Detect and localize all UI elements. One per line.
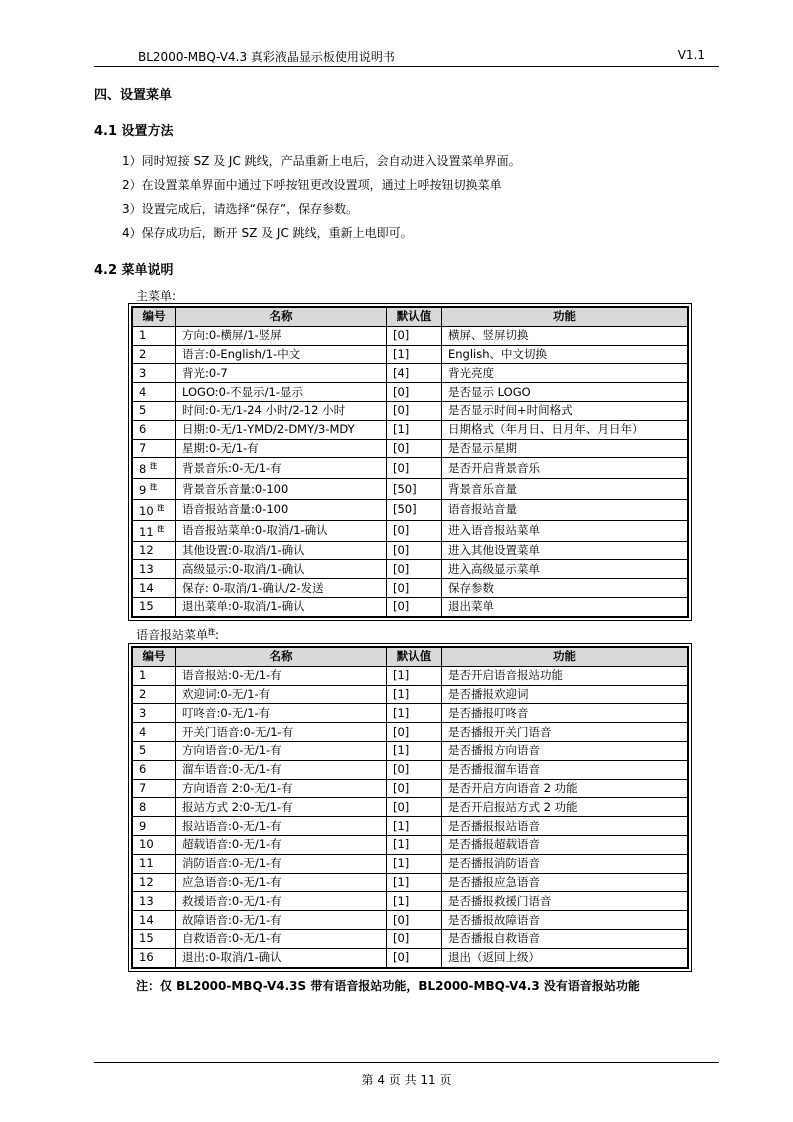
column-header: 名称 [176, 308, 387, 327]
cell-default: [0] [387, 911, 442, 930]
column-header: 功能 [442, 308, 688, 327]
table-row [133, 798, 688, 817]
cell-name: 退出:0-取消/1-确认 [176, 948, 387, 967]
section-heading: 四、设置菜单 [94, 88, 173, 103]
cell-default: [0] [387, 929, 442, 948]
cell-number: 5 [133, 741, 176, 760]
column-header: 默认值 [387, 648, 442, 667]
cell-default: [0] [387, 723, 442, 742]
cell-number: 3 [133, 704, 176, 723]
column-header: 编号 [133, 648, 176, 667]
cell-default: [1] [387, 704, 442, 723]
table-row [133, 364, 688, 383]
cell-name: 背景音乐:0-无/1-有 [176, 458, 387, 479]
footnote: 注：仅 BL2000-MBQ-V4.3S 带有语音报站功能，BL2000-MBQ-V4.3 没有语音报站功能 [136, 979, 640, 993]
table-row [133, 948, 688, 967]
cell-default: [0] [387, 326, 442, 345]
table-row [133, 666, 688, 685]
cell-name: 救援语音:0-无/1-有 [176, 892, 387, 911]
cell-default: [0] [387, 383, 442, 402]
table-row [133, 598, 688, 617]
cell-default: [50] [387, 479, 442, 500]
cell-number: 14 [133, 579, 176, 598]
cell-name: 叮咚音:0-无/1-有 [176, 704, 387, 723]
cell-number: 7 [133, 439, 176, 458]
cell-name: 语音报站菜单:0-取消/1-确认 [176, 520, 387, 541]
cell-number: 10 [133, 835, 176, 854]
cell-name: 开关门语音:0-无/1-有 [176, 723, 387, 742]
cell-function: 是否显示星期 [442, 439, 688, 458]
voice-menu-caption-text: 语音报站菜单 [136, 628, 209, 642]
cell-function: 是否播报应急语音 [442, 873, 688, 892]
cell-function: 语音报站音量 [442, 500, 688, 521]
cell-name: 背光:0-7 [176, 364, 387, 383]
table-row [133, 458, 688, 479]
cell-default: [0] [387, 579, 442, 598]
cell-function: 日期格式（年月日、日月年、月日年） [442, 420, 688, 439]
cell-name: 保存: 0-取消/1-确认/2-发送 [176, 579, 387, 598]
column-header: 默认值 [387, 308, 442, 327]
cell-function: 是否播报自救语音 [442, 929, 688, 948]
cell-function: 是否播报报站语音 [442, 817, 688, 836]
cell-name: 日期:0-无/1-YMD/2-DMY/3-MDY [176, 420, 387, 439]
cell-name: 时间:0-无/1-24 小时/2-12 小时 [176, 401, 387, 420]
table-row [133, 929, 688, 948]
cell-function: 退出（返回上级） [442, 948, 688, 967]
cell-number: 12 [133, 873, 176, 892]
cell-name: 语音报站:0-无/1-有 [176, 666, 387, 685]
cell-number: 10 $^注$ [133, 500, 176, 521]
table-header-row [133, 648, 688, 667]
cell-default: [1] [387, 873, 442, 892]
step-3: 3）设置完成后，请选择“保存”，保存参数。 [122, 202, 359, 216]
cell-default: [0] [387, 458, 442, 479]
table-row [133, 911, 688, 930]
cell-function: 背光亮度 [442, 364, 688, 383]
cell-function: 是否开启语音报站功能 [442, 666, 688, 685]
cell-name: 语言:0-English/1-中文 [176, 345, 387, 364]
cell-default: [1] [387, 420, 442, 439]
cell-default: [1] [387, 854, 442, 873]
doc-title: BL2000-MBQ-V4.3 真彩液晶显示板使用说明书 [138, 50, 395, 64]
cell-number: 8 [133, 798, 176, 817]
cell-function: 是否播报欢迎词 [442, 685, 688, 704]
cell-function: 是否显示 LOGO [442, 383, 688, 402]
cell-name: 应急语音:0-无/1-有 [176, 873, 387, 892]
table-row [133, 723, 688, 742]
cell-name: 退出菜单:0-取消/1-确认 [176, 598, 387, 617]
cell-number: 8 $^注$ [133, 458, 176, 479]
cell-default: [0] [387, 560, 442, 579]
note-mark: 注 [157, 504, 165, 513]
cell-default: [1] [387, 685, 442, 704]
cell-function: 是否播报叮咚音 [442, 704, 688, 723]
cell-name: 其他设置:0-取消/1-确认 [176, 541, 387, 560]
cell-function: 是否开启背景音乐 [442, 458, 688, 479]
table-row [133, 854, 688, 873]
table-row [133, 383, 688, 402]
main-menu-table [128, 303, 692, 621]
cell-function: 保存参数 [442, 579, 688, 598]
page-footer [94, 1062, 719, 1087]
cell-default: [50] [387, 500, 442, 521]
table-row [133, 779, 688, 798]
cell-name: 报站方式 2:0-无/1-有 [176, 798, 387, 817]
cell-number: 9 $^注$ [133, 479, 176, 500]
cell-function: 是否开启方向语音 2 功能 [442, 779, 688, 798]
table-row [133, 704, 688, 723]
cell-number: 6 [133, 760, 176, 779]
cell-default: [0] [387, 541, 442, 560]
cell-function: 是否播报消防语音 [442, 854, 688, 873]
table-row [133, 835, 688, 854]
cell-default: [0] [387, 948, 442, 967]
cell-name: 高级显示:0-取消/1-确认 [176, 560, 387, 579]
table-row [133, 685, 688, 704]
cell-default: [0] [387, 779, 442, 798]
table-row [133, 817, 688, 836]
cell-number: 5 [133, 401, 176, 420]
note-mark: 注 [208, 628, 216, 636]
column-header: 编号 [133, 308, 176, 327]
cell-default: [1] [387, 666, 442, 685]
note-mark: 注 [149, 462, 157, 471]
main-menu-caption: 主菜单: [136, 289, 177, 303]
cell-name: LOGO:0-不显示/1-显示 [176, 383, 387, 402]
cell-number: 4 [133, 723, 176, 742]
cell-default: [1] [387, 345, 442, 364]
cell-name: 超载语音:0-无/1-有 [176, 835, 387, 854]
cell-default: [0] [387, 598, 442, 617]
table-row [133, 560, 688, 579]
table-row [133, 520, 688, 541]
voice-menu-table [128, 643, 692, 972]
voice-menu-caption [136, 626, 219, 643]
note-mark: 注 [149, 483, 157, 492]
cell-number: 1 [133, 326, 176, 345]
cell-default: [4] [387, 364, 442, 383]
cell-function: 是否播报开关门语音 [442, 723, 688, 742]
cell-function: 是否播报故障语音 [442, 911, 688, 930]
table-row [133, 579, 688, 598]
cell-number: 13 [133, 560, 176, 579]
cell-name: 自救语音:0-无/1-有 [176, 929, 387, 948]
table-row [133, 500, 688, 521]
page-number: 第 4 页 共 11 页 [361, 1073, 452, 1087]
cell-number: 6 [133, 420, 176, 439]
cell-default: [1] [387, 892, 442, 911]
step-2: 2）在设置菜单界面中通过下呼按钮更改设置项，通过上呼按钮切换菜单 [122, 178, 502, 192]
table-row [133, 892, 688, 911]
cell-name: 欢迎词:0-无/1-有 [176, 685, 387, 704]
cell-number: 11 [133, 854, 176, 873]
subsection-heading-setup: 4.1 设置方法 [94, 124, 174, 139]
column-header: 名称 [176, 648, 387, 667]
cell-function: 是否显示时间+时间格式 [442, 401, 688, 420]
subsection-heading-menu: 4.2 菜单说明 [94, 263, 174, 278]
cell-function: 进入其他设置菜单 [442, 541, 688, 560]
cell-name: 背景音乐音量:0-100 [176, 479, 387, 500]
table-row [133, 873, 688, 892]
cell-number: 3 [133, 364, 176, 383]
cell-default: [1] [387, 741, 442, 760]
cell-number: 7 [133, 779, 176, 798]
cell-function: 是否播报溜车语音 [442, 760, 688, 779]
caption-colon: : [215, 628, 220, 642]
cell-function: 退出菜单 [442, 598, 688, 617]
table-row [133, 326, 688, 345]
table-row [133, 479, 688, 500]
table-row [133, 401, 688, 420]
doc-version: V1.1 [677, 48, 705, 62]
cell-name: 方向语音 2:0-无/1-有 [176, 779, 387, 798]
cell-function: 进入高级显示菜单 [442, 560, 688, 579]
cell-name: 星期:0-无/1-有 [176, 439, 387, 458]
note-mark: 注 [157, 524, 165, 533]
cell-function: 是否播报方向语音 [442, 741, 688, 760]
cell-number: 11 $^注$ [133, 520, 176, 541]
column-header: 功能 [442, 648, 688, 667]
page-header [94, 44, 719, 67]
cell-number: 15 [133, 929, 176, 948]
cell-name: 报站语音:0-无/1-有 [176, 817, 387, 836]
cell-default: [1] [387, 835, 442, 854]
cell-name: 消防语音:0-无/1-有 [176, 854, 387, 873]
cell-default: [0] [387, 401, 442, 420]
cell-function: 进入语音报站菜单 [442, 520, 688, 541]
cell-number: 12 [133, 541, 176, 560]
step-1: 1）同时短接 SZ 及 JC 跳线，产品重新上电后，会自动进入设置菜单界面。 [122, 154, 521, 168]
cell-default: [0] [387, 520, 442, 541]
cell-name: 语音报站音量:0-100 [176, 500, 387, 521]
cell-function: 背景音乐音量 [442, 479, 688, 500]
table-row [133, 760, 688, 779]
cell-number: 4 [133, 383, 176, 402]
cell-name: 方向:0-横屏/1-竖屏 [176, 326, 387, 345]
cell-number: 14 [133, 911, 176, 930]
table-row [133, 345, 688, 364]
cell-default: [1] [387, 817, 442, 836]
cell-number: 9 [133, 817, 176, 836]
cell-default: [0] [387, 439, 442, 458]
table-row [133, 541, 688, 560]
cell-default: [0] [387, 760, 442, 779]
cell-function: 是否开启报站方式 2 功能 [442, 798, 688, 817]
table-row [133, 420, 688, 439]
cell-number: 2 [133, 685, 176, 704]
cell-number: 1 [133, 666, 176, 685]
cell-name: 故障语音:0-无/1-有 [176, 911, 387, 930]
cell-name: 溜车语音:0-无/1-有 [176, 760, 387, 779]
table-row [133, 439, 688, 458]
cell-number: 15 [133, 598, 176, 617]
step-4: 4）保存成功后，断开 SZ 及 JC 跳线，重新上电即可。 [122, 226, 413, 240]
cell-name: 方向语音:0-无/1-有 [176, 741, 387, 760]
cell-function: 是否播报超载语音 [442, 835, 688, 854]
table-row [133, 741, 688, 760]
cell-function: English、中文切换 [442, 345, 688, 364]
cell-default: [0] [387, 798, 442, 817]
table-header-row [133, 308, 688, 327]
cell-number: 13 [133, 892, 176, 911]
cell-function: 是否播报救援门语音 [442, 892, 688, 911]
cell-function: 横屏、竖屏切换 [442, 326, 688, 345]
cell-number: 2 [133, 345, 176, 364]
cell-number: 16 [133, 948, 176, 967]
